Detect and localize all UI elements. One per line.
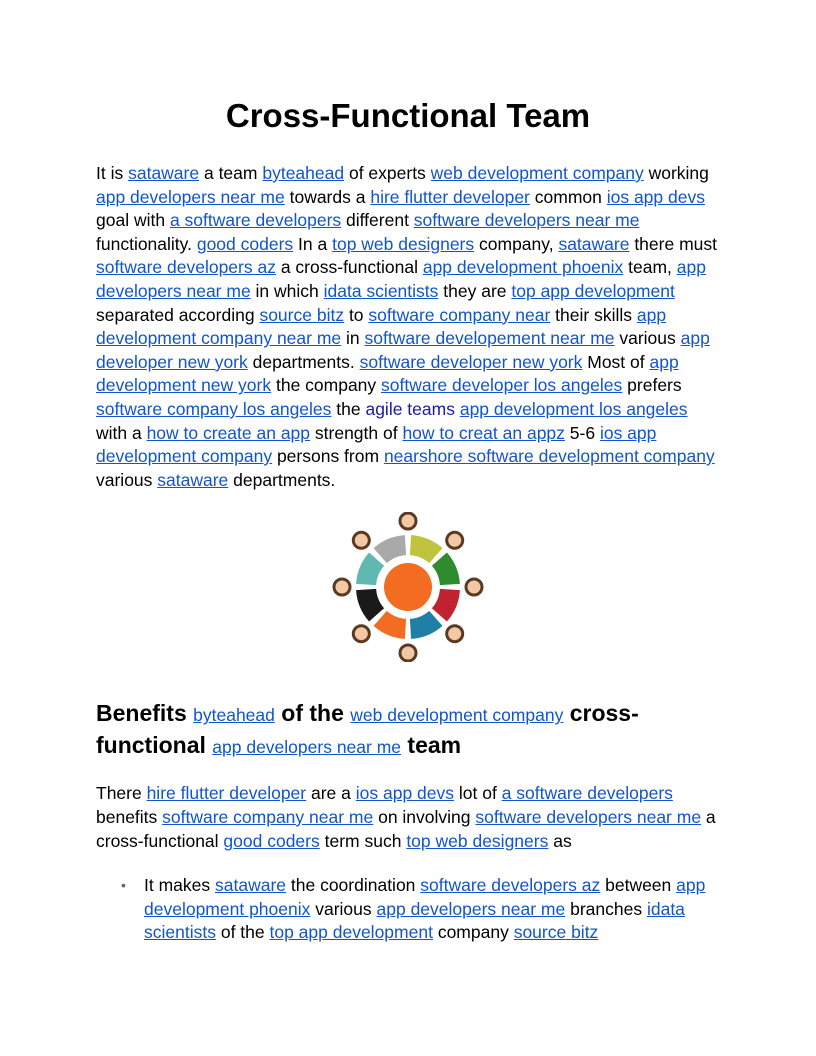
page-title: Cross-Functional Team — [225, 97, 591, 134]
paragraph1-text: of experts — [344, 163, 431, 183]
list-item-link[interactable]: sataware — [215, 875, 287, 896]
paragraph1-link[interactable]: software developement near me — [364, 328, 615, 349]
paragraph1-text: Most of — [582, 351, 650, 372]
paragraph1-link[interactable]: top web designers — [332, 233, 475, 254]
ring-center — [384, 563, 432, 611]
paragraph1-link[interactable]: how to create an app — [146, 422, 311, 443]
paragraph1-text: there must — [629, 233, 717, 254]
paragraph1-text: It is — [96, 163, 129, 183]
list-item-text: various — [310, 898, 377, 919]
paragraph1-link[interactable]: software developer new york — [359, 351, 583, 372]
paragraph1-link[interactable]: ios app development company — [96, 422, 657, 467]
ring-segment — [432, 553, 460, 586]
ring-segment — [432, 589, 460, 622]
list-item-link[interactable]: app development phoenix — [144, 875, 706, 919]
paragraph1-text: persons from — [272, 446, 384, 467]
paragraph1-link[interactable]: good coders — [196, 233, 294, 254]
paragraph2-link[interactable]: good coders — [223, 830, 320, 851]
ring-segment — [374, 611, 407, 639]
paragraph2-text: There — [96, 783, 147, 804]
paragraph1-text: separated according — [96, 304, 260, 325]
section-heading — [96, 698, 720, 762]
paragraph1-link[interactable]: software developer los angeles — [381, 375, 623, 396]
paragraph1-text: in which — [250, 280, 324, 301]
list-item-text: of the — [215, 922, 270, 943]
list-item-text: branches — [565, 898, 647, 919]
paragraph1-link[interactable]: ios app devs — [606, 186, 705, 207]
paragraph1-text: departments. — [247, 351, 360, 372]
paragraph1-text: In a — [293, 233, 333, 254]
paragraph1-text: strength of — [310, 422, 403, 443]
intro-paragraph — [96, 162, 720, 492]
paragraph1-text: prefers — [622, 375, 682, 396]
paragraph1-text: different — [341, 210, 414, 231]
paragraph1-text: to — [344, 304, 369, 325]
list-item-text: between — [600, 875, 677, 896]
paragraph1-text: the company — [271, 375, 382, 396]
paragraph1-text: working — [643, 163, 709, 183]
ring-segment — [356, 553, 384, 586]
paragraph1-agile-text: agile teams — [365, 398, 455, 419]
paragraph1-text: they are — [438, 280, 512, 301]
document-page — [96, 94, 720, 945]
ring-segment — [410, 611, 443, 639]
paragraph1-link[interactable]: web development company — [430, 163, 644, 183]
paragraph1-text: company, — [474, 233, 559, 254]
paragraph2-text: benefits — [96, 806, 163, 827]
heading2-text: cross-functional — [96, 700, 639, 759]
paragraph2-link[interactable]: hire flutter developer — [146, 783, 307, 804]
team-illustration — [96, 512, 720, 662]
list-item-text: It makes — [144, 875, 215, 896]
person-head — [400, 513, 416, 529]
paragraph1-link[interactable]: nearshore software development company — [383, 446, 715, 467]
heading2-text: team — [401, 732, 462, 759]
person-head — [400, 645, 416, 661]
paragraph1-text: 5-6 — [564, 422, 600, 443]
benefits-paragraph — [96, 782, 720, 853]
paragraph1-link[interactable]: app development new york — [96, 351, 679, 396]
list-item-text: company — [432, 922, 514, 943]
paragraph2-text: lot of — [454, 783, 502, 804]
paragraph2-link[interactable]: software developers near me — [475, 806, 702, 827]
paragraph1-text: common — [529, 186, 607, 207]
paragraph2-text: term such — [319, 830, 407, 851]
paragraph1-text: various — [614, 328, 681, 349]
paragraph1-link[interactable]: app developers near me — [96, 186, 285, 207]
list-item-link[interactable]: idata scientists — [144, 898, 685, 943]
paragraph1-link[interactable]: a software developers — [169, 210, 342, 231]
heading2-text: Benefits — [96, 700, 194, 727]
paragraph1-link[interactable]: byteahead — [262, 163, 345, 183]
paragraph1-link[interactable]: app development los angeles — [459, 398, 688, 419]
paragraph1-text: team, — [623, 257, 677, 278]
paragraph1-link[interactable]: software company near — [368, 304, 551, 325]
heading2-text: of the — [274, 700, 351, 727]
paragraph1-link[interactable]: top app development — [511, 280, 675, 301]
paragraph1-text: goal with — [96, 210, 170, 231]
person-head — [353, 533, 369, 549]
paragraph1-link[interactable]: idata scientists — [323, 280, 439, 301]
paragraph2-text: on involving — [373, 806, 476, 827]
paragraph2-link[interactable]: a software developers — [501, 783, 673, 804]
paragraph2-link[interactable]: ios app devs — [355, 783, 455, 804]
paragraph1-link[interactable]: app developers near me — [96, 257, 706, 301]
paragraph2-link[interactable]: top web designers — [406, 830, 549, 851]
ring-segment — [410, 535, 443, 563]
paragraph1-link[interactable]: app development company near me — [96, 304, 667, 349]
person-head — [353, 626, 369, 642]
paragraph1-text: departments. — [228, 469, 336, 490]
person-head — [334, 579, 350, 595]
paragraph1-text: in — [341, 328, 365, 349]
person-head — [447, 626, 463, 642]
heading2-link[interactable]: byteahead — [193, 705, 275, 726]
paragraph2-text: as — [548, 830, 572, 851]
list-item — [121, 874, 720, 945]
team-circle-icon — [330, 512, 486, 662]
paragraph1-text: the — [331, 398, 366, 419]
paragraph2-link[interactable]: software company near me — [162, 806, 374, 827]
list-item-text: the coordination — [286, 875, 421, 896]
heading2-link[interactable]: app developers near me — [212, 737, 402, 758]
paragraph1-link[interactable]: software company los angeles — [96, 398, 332, 419]
paragraph1-text: a team — [199, 163, 263, 183]
paragraph1-text: towards a — [284, 186, 371, 207]
paragraph1-link[interactable]: how to creat an appz — [402, 422, 565, 443]
ring-segment — [356, 589, 384, 622]
paragraph1-link[interactable]: sataware — [558, 233, 630, 254]
paragraph1-text: their skills — [550, 304, 637, 325]
list-item-link[interactable]: top app development — [269, 922, 433, 943]
paragraph1-link[interactable]: app developer new york — [96, 328, 710, 372]
person-head — [466, 579, 482, 595]
bullet-icon: • — [121, 877, 126, 894]
ring-segment — [374, 535, 407, 563]
paragraph1-link[interactable]: source bitz — [259, 304, 345, 325]
list-item-link[interactable]: software developers az — [420, 875, 601, 896]
paragraph1-link[interactable]: sataware — [157, 469, 229, 490]
paragraph1-text: with a — [96, 422, 147, 443]
paragraph2-text: are a — [306, 783, 356, 804]
paragraph1-link[interactable]: app development phoenix — [422, 257, 624, 278]
person-head — [447, 533, 463, 549]
heading2-link[interactable]: web development company — [350, 705, 564, 726]
benefits-list — [96, 874, 720, 945]
list-item-link[interactable]: source bitz — [513, 922, 599, 943]
paragraph2-text: a cross-functional — [96, 806, 716, 851]
paragraph1-text: functionality. — [96, 233, 197, 254]
paragraph1-link[interactable]: hire flutter developer — [370, 186, 530, 207]
paragraph1-link[interactable]: software developers az — [96, 257, 276, 278]
paragraph1-link[interactable]: sataware — [128, 163, 200, 183]
paragraph1-text: a cross-functional — [275, 257, 423, 278]
paragraph1-text: various — [96, 469, 158, 490]
paragraph1-link[interactable]: software developers near me — [413, 210, 640, 231]
list-item-link[interactable]: app developers near me — [376, 898, 566, 919]
